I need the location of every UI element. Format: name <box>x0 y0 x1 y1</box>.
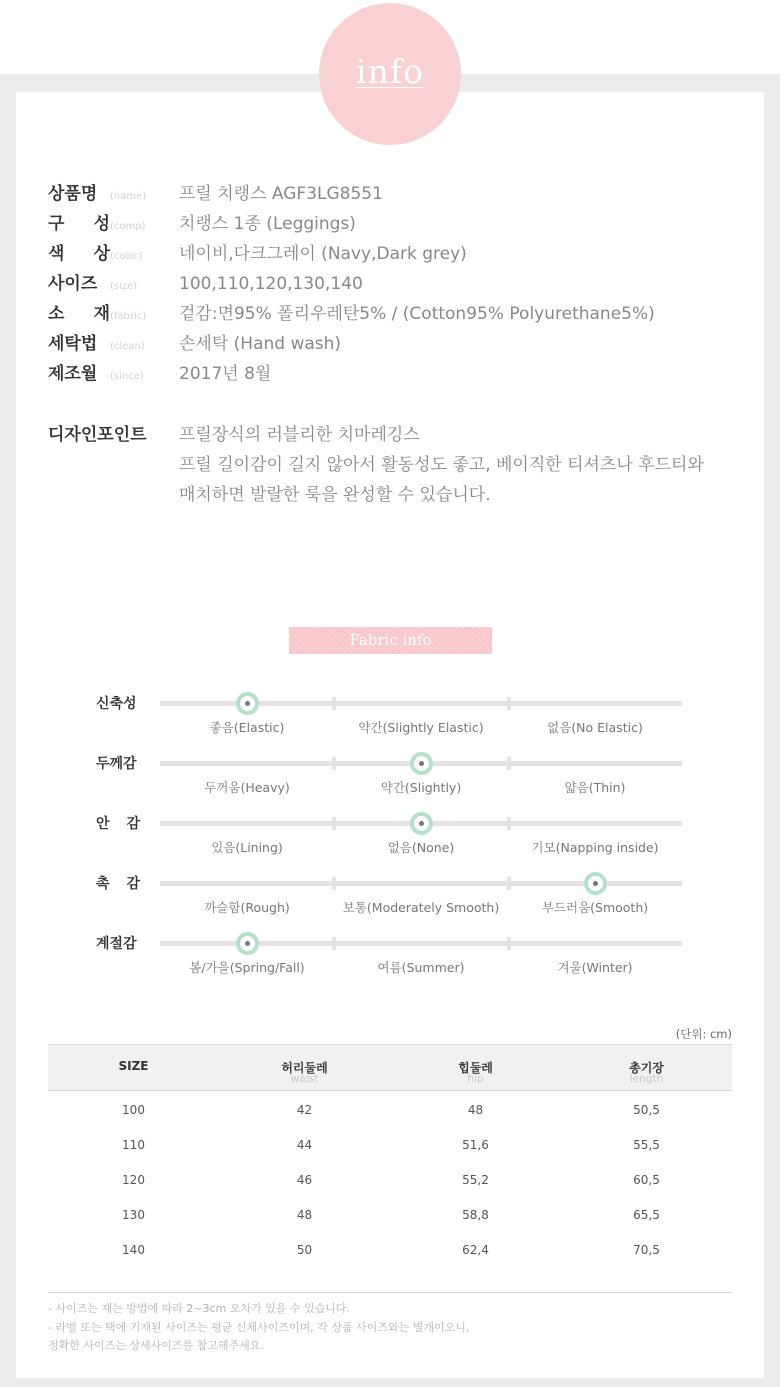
spec-label: 소 재 <box>48 304 110 324</box>
spec-sub-label: (color) <box>110 251 143 262</box>
table-cell: 58,8 <box>462 1208 489 1222</box>
table-cell: 110 <box>122 1138 145 1152</box>
table-header-label: 총기장 <box>629 1061 664 1075</box>
table-cell: 48 <box>467 1103 484 1117</box>
fabric-row-label: 안 감 <box>96 816 140 832</box>
table-header-cell <box>390 1045 561 1092</box>
table-header-sublabel: waist <box>290 1073 319 1085</box>
spec-row-name <box>48 179 383 203</box>
spec-sub-label: (name) <box>110 191 147 202</box>
table-header <box>48 1044 732 1091</box>
table-cell: 65,5 <box>633 1208 660 1222</box>
fabric-row-label: 두께감 <box>96 756 137 772</box>
scale-divider <box>507 757 511 770</box>
table-header-label: SIZE <box>118 1059 149 1073</box>
table-divider <box>48 1292 732 1293</box>
scale-selected-marker <box>410 752 433 775</box>
scale-option-label: 여름(Summer) <box>377 960 465 975</box>
spec-row-clean <box>48 329 341 353</box>
spec-sub-label: (since) <box>110 371 144 382</box>
scale-divider <box>332 937 336 950</box>
scale-option-label: 보통(Moderately Smooth) <box>342 900 500 915</box>
scale-divider <box>332 757 336 770</box>
spec-value: 2017년 8월 <box>179 364 272 384</box>
fabric-row-label: 계절감 <box>96 936 137 952</box>
fabric-row-label: 신축성 <box>96 696 137 712</box>
fabric-info-header: Fabric info <box>289 627 492 654</box>
scale-option-label: 없음(No Elastic) <box>547 720 643 735</box>
size-note: - 라벨 또는 택에 기재된 사이즈는 평균 신체사이즈이며, 각 상품 사이즈와는 별개이오니, <box>48 1321 470 1334</box>
table-cell: 140 <box>122 1243 145 1257</box>
scale-option-label: 부드러움(Smooth) <box>541 900 649 915</box>
table-header-cell <box>561 1045 732 1092</box>
spec-label: 색 상 <box>48 244 110 264</box>
scale-option-label: 봄/가을(Spring/Fall) <box>189 960 305 975</box>
scale-selected-marker <box>236 932 259 955</box>
scale-divider <box>332 817 336 830</box>
scale-divider <box>507 697 511 710</box>
scale-option-label: 약간(Slightly Elastic) <box>358 720 484 735</box>
scale-option-label: 얇음(Thin) <box>564 780 626 795</box>
spec-row-fabric <box>48 299 655 323</box>
spec-label: 사이즈 <box>48 274 98 294</box>
table-header-label: 힙둘레 <box>458 1061 493 1075</box>
table-cell: 55,2 <box>462 1173 489 1187</box>
spec-row-size <box>48 269 363 293</box>
spec-label: 구 성 <box>48 214 110 234</box>
table-cell: 55,5 <box>633 1138 660 1152</box>
spec-value: 손세탁 (Hand wash) <box>179 334 342 354</box>
scale-option-label: 있음(Lining) <box>211 840 283 855</box>
spec-row-comp <box>48 209 356 233</box>
table-header-cell <box>219 1045 390 1092</box>
scale-divider <box>507 937 511 950</box>
design-point-line: 매치하면 발랄한 룩을 완성할 수 있습니다. <box>179 485 491 505</box>
info-title: info <box>356 52 424 91</box>
table-cell: 70,5 <box>633 1243 660 1257</box>
spec-row-color <box>48 239 467 263</box>
scale-option-label: 약간(Slightly) <box>380 780 462 795</box>
table-header-sublabel: hip <box>467 1073 484 1085</box>
spec-sub-label: (comp) <box>110 221 146 232</box>
spec-label: 세탁법 <box>48 334 98 354</box>
spec-value: 프릴 치랭스 AGF3LG8551 <box>179 184 383 204</box>
table-cell: 50,5 <box>633 1103 660 1117</box>
spec-sub-label: (clean) <box>110 341 145 352</box>
spec-sub-label: (size) <box>110 281 138 292</box>
scale-option-label: 까슬함(Rough) <box>204 900 290 915</box>
spec-label: 제조월 <box>48 364 98 384</box>
spec-value: 치랭스 1종 (Leggings) <box>179 214 356 234</box>
scale-option-label: 없음(None) <box>387 840 455 855</box>
design-point-line: 프릴 길이감이 길지 않아서 활동성도 좋고, 베이직한 티셔츠나 후드티와 <box>179 455 704 475</box>
size-note: 정확한 사이즈는 상세사이즈를 참고해주세요. <box>48 1339 264 1352</box>
table-cell: 130 <box>122 1208 145 1222</box>
scale-selected-marker <box>410 812 433 835</box>
table-cell: 44 <box>296 1138 313 1152</box>
fabric-row-label: 촉 감 <box>96 876 140 892</box>
table-cell: 120 <box>122 1173 145 1187</box>
spec-value: 100,110,120,130,140 <box>179 274 363 294</box>
table-cell: 60,5 <box>633 1173 660 1187</box>
table-cell: 62,4 <box>462 1243 489 1257</box>
table-header-cell <box>48 1045 219 1092</box>
design-point-label: 디자인포인트 <box>48 425 147 445</box>
table-cell: 46 <box>296 1173 313 1187</box>
scale-selected-marker <box>236 692 259 715</box>
table-cell: 42 <box>296 1103 313 1117</box>
spec-value: 네이비,다크그레이 (Navy,Dark grey) <box>179 244 467 264</box>
scale-divider <box>332 697 336 710</box>
table-cell: 50 <box>296 1243 313 1257</box>
scale-option-label: 좋음(Elastic) <box>209 720 285 735</box>
scale-option-label: 기모(Napping inside) <box>531 840 659 855</box>
scale-selected-marker <box>584 872 607 895</box>
table-header-label: 허리둘레 <box>281 1061 328 1075</box>
scale-divider <box>332 877 336 890</box>
unit-note: (단위: cm) <box>675 1027 732 1041</box>
scale-option-label: 겨울(Winter) <box>557 960 633 975</box>
scale-divider <box>507 877 511 890</box>
spec-value: 겉감:면95% 폴리우레탄5% / (Cotton95% Polyurethane5%) <box>179 304 655 324</box>
scale-option-label: 두꺼움(Heavy) <box>204 780 290 795</box>
scale-divider <box>507 817 511 830</box>
design-point-line: 프릴장식의 러블리한 치마레깅스 <box>179 425 420 445</box>
size-note: - 사이즈는 재는 방법에 따라 2~3cm 오차가 있을 수 있습니다. <box>48 1302 351 1315</box>
table-cell: 51,6 <box>462 1138 489 1152</box>
table-cell: 100 <box>122 1103 145 1117</box>
spec-label: 상품명 <box>48 184 98 204</box>
table-cell: 48 <box>296 1208 313 1222</box>
spec-row-since <box>48 359 271 383</box>
spec-sub-label: (fabric) <box>110 311 147 322</box>
table-header-sublabel: length <box>629 1073 664 1085</box>
